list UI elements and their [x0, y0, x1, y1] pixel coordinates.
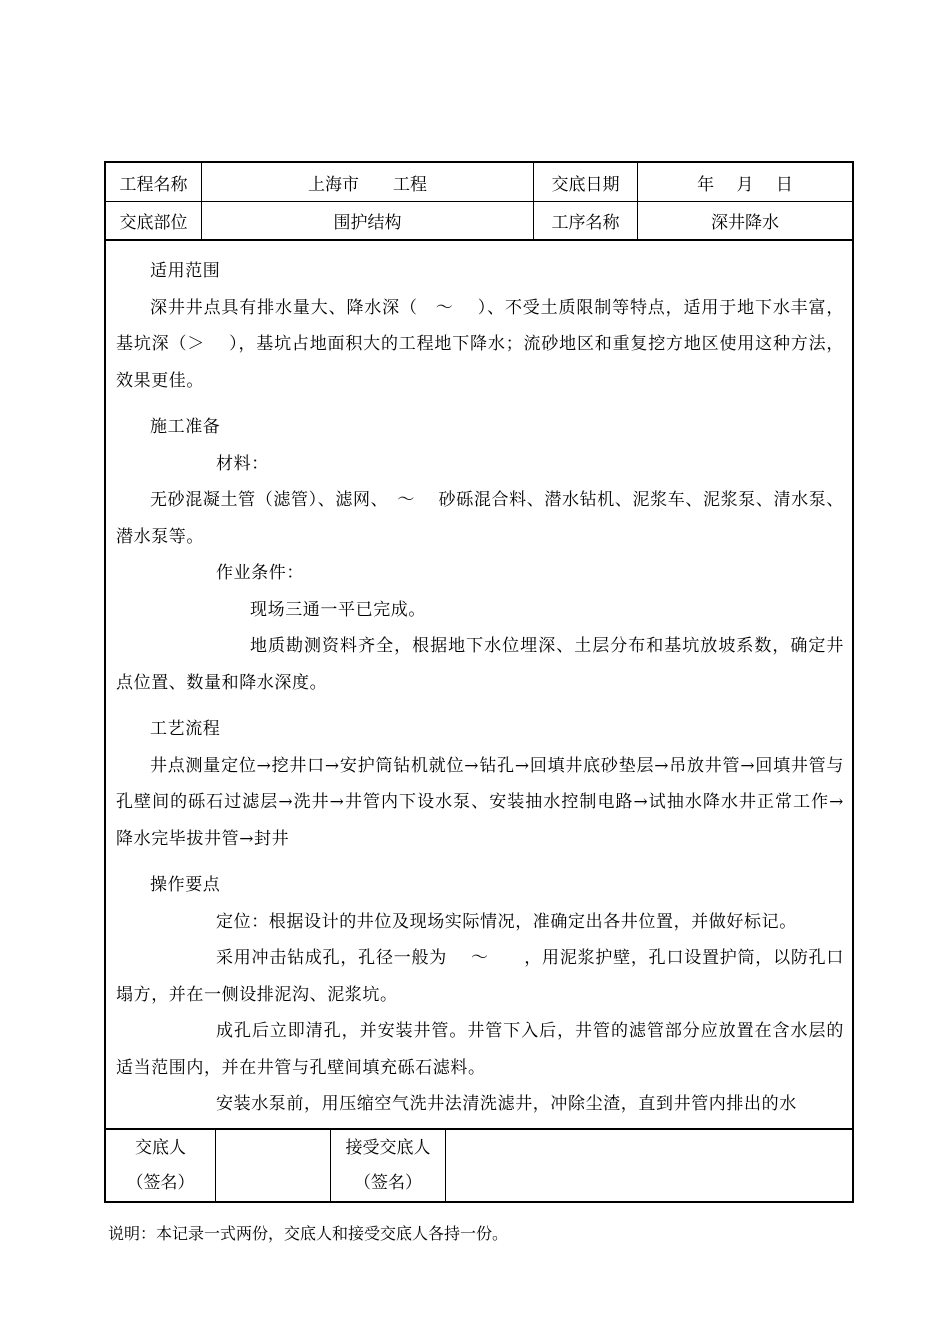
- discloser-signature-field[interactable]: [216, 1130, 331, 1201]
- disclosure-part-label: 交底部位: [106, 202, 202, 239]
- disclosure-form: [104, 161, 854, 1203]
- project-name-label: 工程名称: [106, 163, 202, 201]
- process-flow-paragraph: 井点测量定位→挖井口→安护筒钻机就位→钻孔→回填井底砂垫层→吊放井管→回填井管与孔壁间的砾石过滤层→洗井→井管内下设水泵、安装抽水控制电路→试抽水降水井正常工作→降水完毕拔井管→封井: [116, 755, 844, 849]
- conditions-label: 作业条件：: [216, 563, 304, 583]
- section-title-scope: 适用范围: [150, 261, 221, 281]
- materials-label: 材料：: [216, 453, 269, 474]
- discloser-label: 交底人: [135, 1137, 186, 1158]
- disclosure-part-value: 围护结构: [202, 202, 534, 239]
- key-point-well-pipe: 成孔后立即清孔，并安装井管。井管下入后，井管的滤管部分应放置在含水层的适当范围内，并在井管与孔壁间填充砾石滤料。: [116, 1021, 844, 1078]
- materials-paragraph: 无砂混凝土管（滤管）、滤网、 ～ 砂砾混合料、潜水钻机、泥浆车、泥浆泵、清水泵、潜水泵等。: [116, 490, 844, 547]
- key-point-positioning: 定位：根据设计的井位及现场实际情况，准确定出各井位置，并做好标记。: [216, 911, 797, 932]
- scope-paragraph: 深井井点具有排水量大、降水深（ ～ ）、不受土质限制等特点，适用于地下水丰富，基坑深（＞ ），基坑占地面积大的工程地下降水；流砂地区和重复挖方地区使用这种方法，效果更佳。: [116, 297, 844, 391]
- section-title-process-flow: 工艺流程: [150, 719, 221, 739]
- disclosure-date-label: 交底日期: [534, 163, 638, 201]
- disclosure-content: [106, 243, 852, 1130]
- key-point-drilling: 采用冲击钻成孔，孔径一般为 ～ ，用泥浆护壁，孔口设置护筒，以防孔口塌方，并在一侧设排泥沟、泥浆坑。: [116, 948, 844, 1005]
- footnote: 说明：本记录一式两份，交底人和接受交底人各持一份。: [108, 1224, 509, 1243]
- signature-row: [106, 1130, 852, 1201]
- receiver-sign-label: （签名）: [354, 1172, 422, 1193]
- header-row-1: [106, 163, 852, 202]
- disclosure-date-value: 年 月 日: [697, 174, 793, 195]
- discloser-label-cell: [106, 1130, 216, 1201]
- condition-item-2: 地质勘测资料齐全，根据地下水位埋深、土层分布和基坑放坡系数，确定井点位置、数量和降水深度。: [116, 636, 844, 693]
- key-point-washing: 安装水泵前，用压缩空气洗井法清洗滤井，冲除尘渣，直到井管内排出的水: [216, 1094, 797, 1114]
- receiver-label-cell: [331, 1130, 446, 1201]
- section-title-preparation: 施工准备: [150, 417, 221, 437]
- section-title-key-points: 操作要点: [150, 875, 221, 895]
- project-name-value: 上海市 工程: [202, 163, 534, 201]
- receiver-label: 接受交底人: [345, 1137, 431, 1158]
- receiver-signature-field[interactable]: [446, 1130, 852, 1201]
- discloser-sign-label: （签名）: [126, 1172, 195, 1193]
- process-name-value: 深井降水: [711, 213, 779, 233]
- process-name-label: 工序名称: [534, 202, 638, 239]
- condition-item-1: 现场三通一平已完成。: [250, 599, 426, 620]
- header-row-2: [106, 202, 852, 241]
